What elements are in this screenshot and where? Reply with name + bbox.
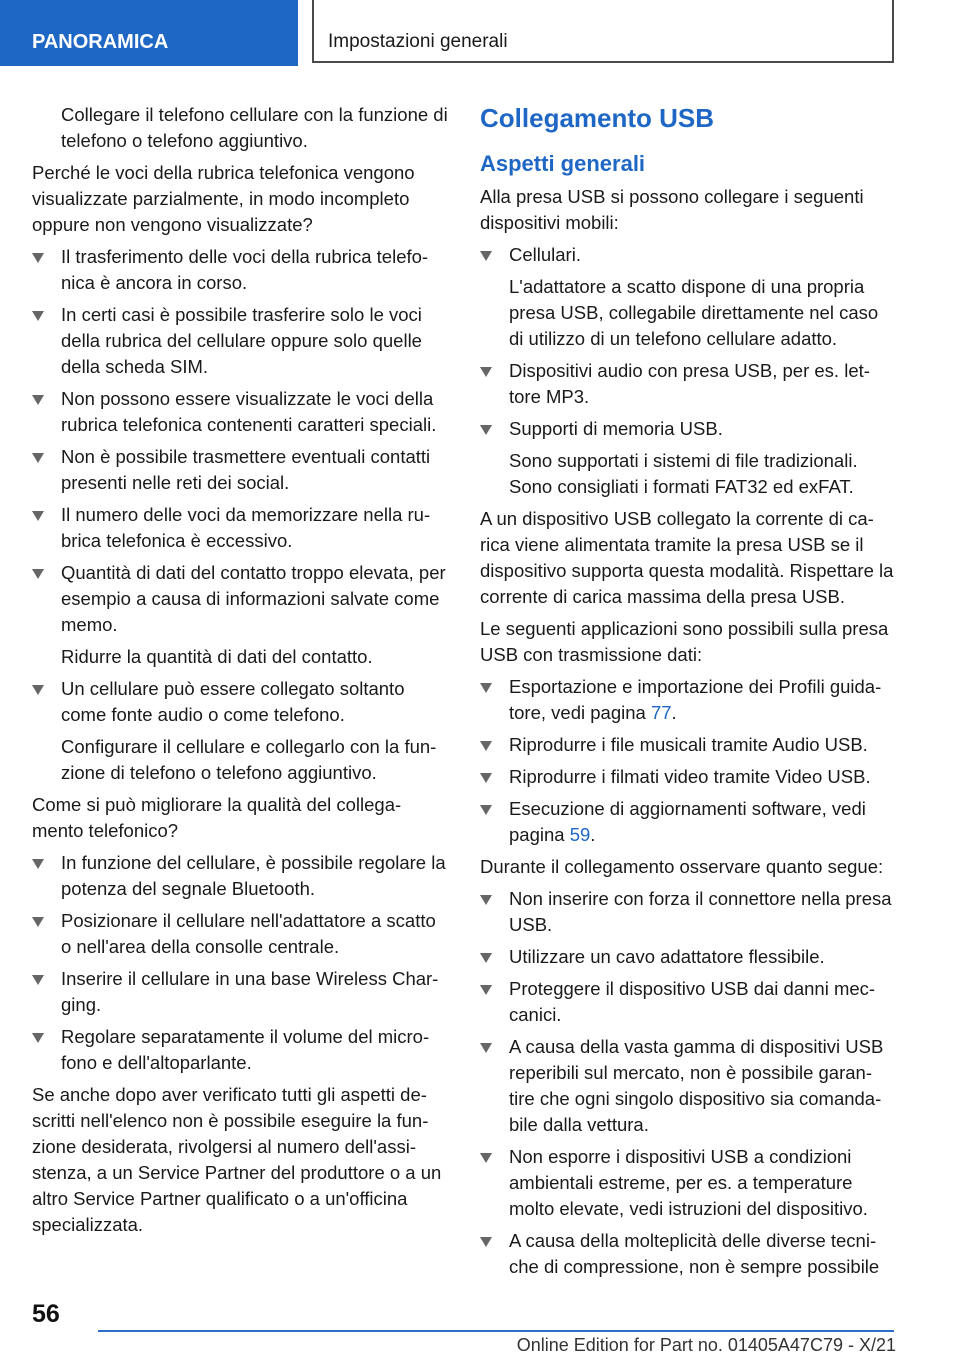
- list-item-text: Esportazione e importazione dei Profili guida-tore, vedi pagina: [509, 676, 882, 723]
- list-item: [480, 1144, 896, 1222]
- page-link-59[interactable]: 59: [569, 824, 591, 845]
- list-item-note: Ridurre la quantità di dati del contatto.: [61, 646, 373, 667]
- list-item: [480, 976, 896, 1028]
- right-column: [480, 102, 896, 1286]
- list-item: [480, 358, 896, 410]
- list-item: [480, 1228, 896, 1280]
- list-item: [32, 560, 450, 670]
- list-item: Esportazione e importazione dei Profili guida-tore, vedi pagina 77.: [480, 674, 896, 726]
- usb-intro: Alla presa USB si possono collegare i seguenti dispositivi mobili:: [480, 186, 864, 233]
- list-item-text: A causa della molteplicità delle diverse tecni-che di compressione, non è sempre possibile: [509, 1230, 880, 1277]
- bullet-triangle-icon: [32, 569, 44, 579]
- bullet-triangle-icon: [480, 1043, 492, 1053]
- list-item-text: A causa della vasta gamma di dispositivi USB reperibili sul mercato, non è possibile garan-tire che ogni singolo dispositivo sia comanda-bile dalla vettura.: [509, 1036, 884, 1135]
- list-item: [480, 764, 896, 790]
- list-item: [32, 502, 450, 554]
- list-item: [480, 416, 896, 500]
- list-item: [480, 944, 896, 970]
- list-item-text: In certi casi è possibile trasferire solo le voci della rubrica del cellulare oppure solo quelle della scheda SIM.: [61, 304, 422, 377]
- bullet-triangle-icon: [32, 685, 44, 695]
- question-call-quality: Come si può migliorare la qualità del collega-mento telefonico?: [32, 794, 402, 841]
- list-item-text: Non possono essere visualizzate le voci della rubrica telefonica contenenti caratteri speciali.: [61, 388, 437, 435]
- list-item: [32, 1024, 450, 1076]
- bullet-triangle-icon: [32, 453, 44, 463]
- bullet-triangle-icon: [32, 859, 44, 869]
- list-item-note: Sono supportati i sistemi di file tradizionali. Sono consigliati i formati FAT32 ed exFAT.: [509, 450, 858, 497]
- applications-list: [480, 674, 896, 848]
- list-item-text: Inserire il cellulare in una base Wireless Char-ging.: [61, 968, 439, 1015]
- page-header: [0, 0, 960, 66]
- bullet-triangle-icon: [32, 1033, 44, 1043]
- connection-notes-list: [480, 886, 896, 1280]
- list-item-text: Un cellulare può essere collegato soltanto come fonte audio o come telefono.: [61, 678, 405, 725]
- list-item: [32, 908, 450, 960]
- list-item-text: Non inserire con forza il connettore nella presa USB.: [509, 888, 892, 935]
- list-item: [480, 886, 896, 938]
- bullet-triangle-icon: [480, 683, 492, 693]
- list-item: Esecuzione di aggiornamenti software, vedi pagina 59.: [480, 796, 896, 848]
- list-item-text: Cellulari.: [509, 244, 581, 265]
- list-item-text: Il numero delle voci da memorizzare nella ru-brica telefonica è eccessivo.: [61, 504, 431, 551]
- connection-notes-intro: Durante il collegamento osservare quanto segue:: [480, 856, 884, 877]
- bullet-triangle-icon: [480, 1153, 492, 1163]
- list-item-text: Regolare separatamente il volume del micro-fono e dell'altoparlante.: [61, 1026, 430, 1073]
- applications-intro: Le seguenti applicazioni sono possibili sulla presa USB con trasmissione dati:: [480, 618, 889, 665]
- list-item-note: Configurare il cellulare e collegarlo con la fun-zione di telefono o telefono aggiuntivo.: [61, 736, 437, 783]
- page-number: 56: [32, 1300, 60, 1328]
- call-quality-list: [32, 850, 450, 1076]
- list-item-text: Proteggere il dispositivo USB dai danni mec-canici.: [509, 978, 876, 1025]
- question-phonebook: Perché le voci della rubrica telefonica vengono visualizzate parzialmente, in modo incompleto oppure non vengono visualizzate?: [32, 162, 415, 235]
- left-column: [32, 102, 450, 1244]
- bullet-triangle-icon: [480, 741, 492, 751]
- intro-text: Collegare il telefono cellulare con la funzione di telefono o telefono aggiuntivo.: [61, 104, 448, 151]
- bullet-triangle-icon: [480, 425, 492, 435]
- bullet-triangle-icon: [480, 895, 492, 905]
- list-item: [480, 732, 896, 758]
- bullet-triangle-icon: [480, 367, 492, 377]
- bullet-triangle-icon: [480, 1237, 492, 1247]
- list-item-text: Supporti di memoria USB.: [509, 418, 723, 439]
- bullet-triangle-icon: [32, 917, 44, 927]
- bullet-triangle-icon: [480, 773, 492, 783]
- bullet-triangle-icon: [32, 511, 44, 521]
- bullet-triangle-icon: [480, 251, 492, 261]
- list-item: [32, 850, 450, 902]
- device-list: [480, 242, 896, 500]
- chapter-tab[interactable]: PANORAMICA: [0, 0, 298, 66]
- list-item: [32, 676, 450, 786]
- list-item-text: Esecuzione di aggiornamenti software, vedi pagina: [509, 798, 866, 845]
- footer-divider: [98, 1330, 894, 1332]
- section-heading: Collegamento USB: [480, 103, 715, 133]
- bullet-triangle-icon: [480, 805, 492, 815]
- list-item-text: Utilizzare un cavo adattatore flessibile.: [509, 946, 825, 967]
- list-item: [32, 386, 450, 438]
- closing-text: Se anche dopo aver verificato tutti gli aspetti de-scritti nell'elenco non è possibile eseguire la fun-zione desiderata, rivolgersi al numero dell'assi-stenza, a un Service Partner del produttore o a un altro Service Partner qualificato o a un'officina specializzata.: [32, 1084, 442, 1235]
- bullet-triangle-icon: [32, 253, 44, 263]
- list-item: [32, 444, 450, 496]
- footer-edition: Online Edition for Part no. 01405A47C79 - X/21: [516, 1335, 896, 1355]
- page-link-77[interactable]: 77: [650, 702, 672, 723]
- list-item-text: Quantità di dati del contatto troppo elevata, per esempio a causa di informazioni salvate come memo.: [61, 562, 446, 635]
- section-title: Impostazioni generali: [312, 0, 894, 63]
- list-item-text: Non esporre i dispositivi USB a condizioni ambientali estreme, per es. a temperature molto elevate, vedi istruzioni del dispositivo.: [509, 1146, 868, 1219]
- charging-text: A un dispositivo USB collegato la corrente di ca-rica viene alimentata tramite la presa USB se il dispositivo supporta questa modalità. Rispettare la corrente di carica massima della presa USB.: [480, 508, 894, 607]
- list-item-text: Posizionare il cellulare nell'adattatore a scatto o nell'area della consolle centrale.: [61, 910, 436, 957]
- phonebook-list: [32, 244, 450, 786]
- bullet-triangle-icon: [32, 311, 44, 321]
- subsection-heading: Aspetti generali: [480, 151, 646, 176]
- list-item-note: L'adattatore a scatto dispone di una propria presa USB, collegabile direttamente nel caso di utilizzo di un telefono cellulare adatto.: [509, 276, 879, 349]
- bullet-triangle-icon: [32, 395, 44, 405]
- list-item-text: Il trasferimento delle voci della rubrica telefo-nica è ancora in corso.: [61, 246, 429, 293]
- list-item: [480, 242, 896, 352]
- list-item: [480, 1034, 896, 1138]
- bullet-triangle-icon: [480, 953, 492, 963]
- list-item-text: In funzione del cellulare, è possibile regolare la potenza del segnale Bluetooth.: [61, 852, 446, 899]
- bullet-triangle-icon: [480, 985, 492, 995]
- list-item-text: Dispositivi audio con presa USB, per es. let-tore MP3.: [509, 360, 870, 407]
- list-item: [32, 302, 450, 380]
- list-item-text: Riprodurre i filmati video tramite Video USB.: [509, 766, 871, 787]
- list-item-text: Non è possibile trasmettere eventuali contatti presenti nelle reti dei social.: [61, 446, 431, 493]
- bullet-triangle-icon: [32, 975, 44, 985]
- list-item: [32, 966, 450, 1018]
- list-item: [32, 244, 450, 296]
- list-item-text: Riprodurre i file musicali tramite Audio USB.: [509, 734, 868, 755]
